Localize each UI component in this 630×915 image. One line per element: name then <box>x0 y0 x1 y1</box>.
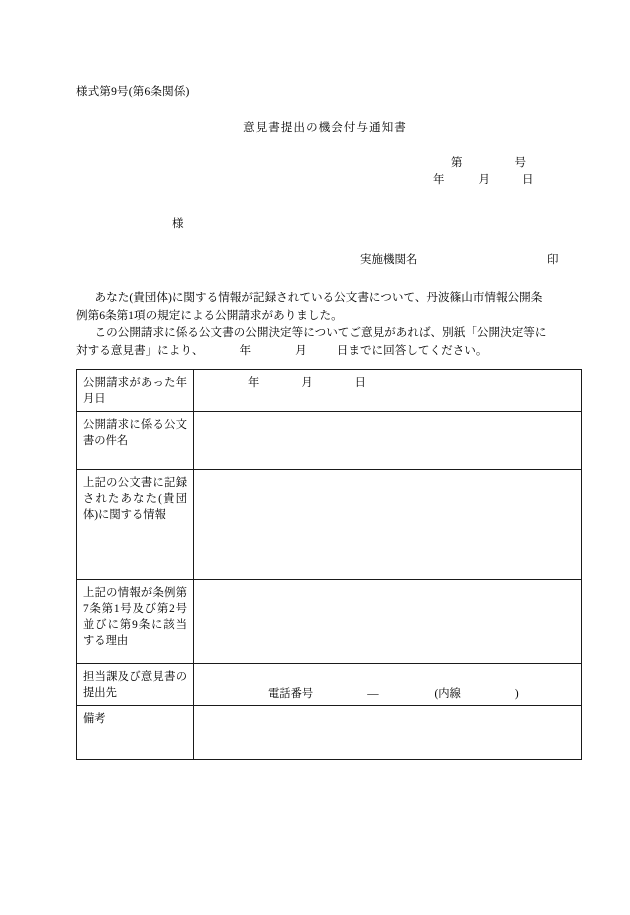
request-date-day: 日 <box>354 377 366 389</box>
body-paragraph-2-lead: 対する意見書」により、 <box>76 343 204 357</box>
row-label-document-title: 公開請求に係る公文書の件名 <box>77 412 194 470</box>
agency-name-line <box>360 252 560 269</box>
body-paragraph-2-line-1: この公開請求に係る公文書の公開決定等についてご意見があれば、別紙「公開決定等に <box>94 326 547 339</box>
seal-mark-icon: 印 <box>547 254 559 266</box>
table-row <box>77 580 582 664</box>
document-number-unit: 号 <box>514 157 526 169</box>
row-value-recorded-information[interactable] <box>194 470 582 580</box>
request-date-month: 月 <box>301 377 313 389</box>
row-value-document-title[interactable] <box>194 412 582 470</box>
body-text <box>76 289 555 359</box>
telephone-label: 電話番号 <box>268 688 314 700</box>
row-label-contact-section: 担当課及び意見書の提出先 <box>77 664 194 706</box>
document-number-line <box>433 155 573 172</box>
telephone-line <box>194 686 581 702</box>
document-number-label: 第 <box>451 157 463 169</box>
form-table <box>76 369 582 760</box>
date-year-label: 年 <box>433 173 445 186</box>
telephone-dash: — <box>367 688 379 700</box>
row-value-contact-section[interactable] <box>194 664 582 706</box>
request-date-year: 年 <box>248 377 260 389</box>
date-day-label: 日 <box>522 173 534 186</box>
table-row <box>77 706 582 760</box>
date-month-label: 月 <box>478 173 490 186</box>
table-row <box>77 412 582 470</box>
number-blank <box>463 155 515 172</box>
table-row <box>77 470 582 580</box>
row-value-request-date[interactable] <box>194 370 582 412</box>
agency-name-label: 実施機関名 <box>360 254 418 266</box>
body-paragraph-1-line-1: あなた(貴団体)に関する情報が記録されている公文書について、丹波篠山市情報公開条 <box>94 291 543 304</box>
row-label-recorded-information: 上記の公文書に記録されたあなた(貴団体)に関する情報 <box>77 470 194 580</box>
table-row <box>77 370 582 412</box>
month-blank <box>490 172 522 189</box>
form-number: 様式第9号(第6条関係) <box>76 86 190 98</box>
document-meta-block <box>433 155 573 188</box>
extension-close-label: ) <box>514 688 519 700</box>
body-paragraph-2-tail: 日までに回答してください。 <box>336 343 488 357</box>
table-row <box>77 664 582 706</box>
row-value-reason[interactable] <box>194 580 582 664</box>
body-paragraph-2-line-2 <box>76 342 555 360</box>
document-date-line <box>433 172 573 189</box>
extension-open-label: (内線 <box>434 688 461 700</box>
year-blank <box>445 172 479 189</box>
row-value-remarks[interactable] <box>194 706 582 760</box>
addressee-honorific: 様 <box>172 218 184 230</box>
row-label-reason: 上記の情報が条例第7条第1号及び第2号並びに第9条に該当する理由 <box>77 580 194 664</box>
row-label-request-date: 公開請求があった年月日 <box>77 370 194 412</box>
document-title: 意見書提出の機会付与通知書 <box>243 122 407 134</box>
reply-deadline-year: 年 <box>239 343 252 357</box>
row-label-remarks: 備考 <box>77 706 194 760</box>
reply-deadline-month: 月 <box>295 343 307 357</box>
body-paragraph-1-line-2: 例第6条第1項の規定による公開請求がありました。 <box>76 308 343 322</box>
